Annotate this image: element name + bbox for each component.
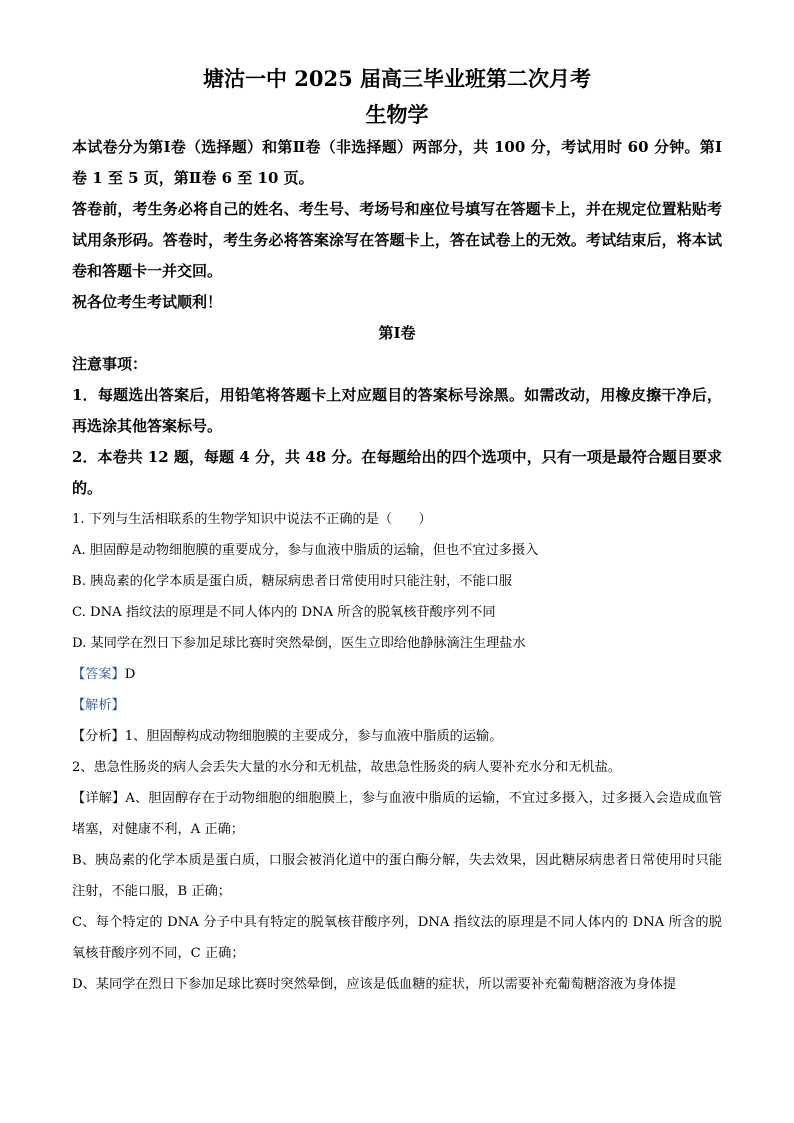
fenxi-line-1 <box>72 721 722 752</box>
fenxi-text-1: 1、胆固醇构成动物细胞膜的主要成分，参与血液中脂质的运输。 <box>124 729 503 744</box>
option-c: C. DNA 指纹法的原理是不同人体内的 DNA 所含的脱氧核苷酸序列不同 <box>72 605 496 620</box>
exam-title: 塘沽一中 2025 届高三毕业班第二次月考 <box>202 66 592 91</box>
fenxi-tag: 【分析】 <box>72 729 125 744</box>
answer-value: D <box>124 667 136 682</box>
option-d: D. 某同学在烈日下参加足球比赛时突然晕倒，医生立即给他静脉滴注生理盐水 <box>72 636 526 651</box>
notice-item-2: 2．本卷共 12 题，每题 4 分，共 48 分。在每题给出的四个选项中，只有一项是最符合题目要求的。 <box>72 448 722 497</box>
intro-wishes: 祝各位考生考试顺利！ <box>72 293 223 311</box>
detail-line-a <box>72 783 722 845</box>
analysis-tag: 【解析】 <box>72 698 125 713</box>
answer-tag: 【答案】 <box>72 667 125 682</box>
detail-text-a: A、胆固醇存在于动物细胞的细胞膜上，参与血液中脂质的运输，不宜过多摄入，过多摄入会造成血管堵塞，对健康不利，A 正确； <box>72 791 722 837</box>
detail-line-b: B、胰岛素的化学本质是蛋白质，口服会被消化道中的蛋白酶分解，失去效果，因此糖尿病患者日常使用时只能注射，不能口服，B 正确； <box>72 853 722 899</box>
exam-page <box>72 62 722 1000</box>
subject-title: 生物学 <box>365 102 429 127</box>
analysis-line <box>72 690 722 721</box>
notice-heading: 注意事项： <box>72 355 148 373</box>
intro-paragraph-1: 本试卷分为第Ⅰ卷（选择题）和第Ⅱ卷（非选择题）两部分，共 100 分，考试用时 60 分钟。第Ⅰ卷 1 至 5 页，第Ⅱ卷 6 至 10 页。 <box>72 138 722 187</box>
detail-tag: 【详解】 <box>72 791 126 806</box>
detail-line-c: C、每个特定的 DNA 分子中具有特定的脱氧核苷酸序列，DNA 指纹法的原理是不同人体内的 DNA 所含的脱氧核苷酸序列不同，C 正确； <box>72 915 722 961</box>
intro-paragraph-2: 答卷前，考生务必将自己的姓名、考生号、考场号和座位号填写在答题卡上，并在规定位置粘贴考试用条形码。答卷时，考生务必将答案涂写在答题卡上，答在试卷上的无效。考试结束后，将本试卷和答题卡一并交回。 <box>72 200 722 280</box>
detail-line-d: D、某同学在烈日下参加足球比赛时突然晕倒，应该是低血糖的症状，所以需要补充葡萄糖溶液为身体提 <box>72 977 677 992</box>
answer-line <box>72 659 722 690</box>
section-title: 第Ⅰ卷 <box>378 324 416 342</box>
option-a: A. 胆固醇是动物细胞膜的重要成分，参与血液中脂质的运输，但也不宜过多摄入 <box>72 543 539 558</box>
fenxi-line-2: 2、患急性肠炎的病人会丢失大量的水分和无机盐，故患急性肠炎的病人要补充水分和无机盐。 <box>72 760 622 775</box>
option-b: B. 胰岛素的化学本质是蛋白质，糖尿病患者日常使用时只能注射，不能口服 <box>72 574 513 589</box>
notice-item-1: 1．每题选出答案后，用铅笔将答题卡上对应题目的答案标号涂黑。如需改动，用橡皮擦干净后，再选涂其他答案标号。 <box>72 386 722 435</box>
question-stem: 1. 下列与生活相联系的生物学知识中说法不正确的是（ ） <box>72 512 432 527</box>
